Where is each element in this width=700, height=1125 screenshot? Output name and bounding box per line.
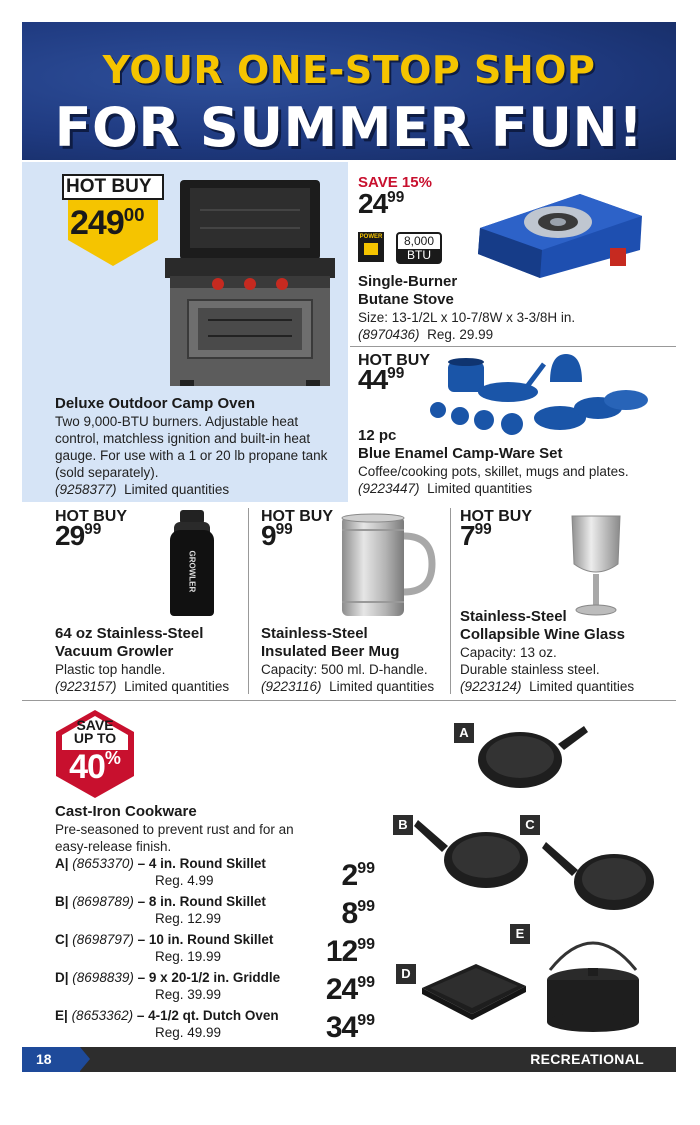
cast-iron-title: Cast-Iron Cookware	[55, 803, 197, 820]
section-title: RECREATIONAL	[530, 1051, 644, 1067]
griddle-image	[418, 960, 530, 1026]
item-sku: (8698789)	[72, 894, 134, 909]
skillet-c-image	[540, 836, 656, 914]
stove-save-label: SAVE 15%	[358, 174, 432, 191]
item-letter: D|	[55, 970, 69, 985]
divider	[350, 346, 676, 347]
stove-title-line-2: Butane Stove	[358, 291, 454, 308]
dutch-oven-image	[540, 930, 646, 1032]
label-e: E	[510, 924, 530, 944]
growler-sku-line: (9223157) Limited quantities	[55, 679, 230, 694]
mug-price: $9^{99}$	[261, 520, 293, 551]
wine-details	[460, 608, 660, 695]
item-sale-price: $24^{99}$	[325, 973, 375, 1006]
item-name: – 4 in. Round Skillet	[137, 856, 266, 871]
mug-description: Capacity: 500 ml. D-handle.	[261, 662, 428, 677]
cast-iron-item	[55, 931, 375, 969]
stove-details	[358, 273, 658, 343]
item-sku: (8653370)	[72, 856, 134, 871]
label-c: C	[520, 815, 540, 835]
butane-stove-image	[470, 188, 650, 280]
hot-buy-price-badge	[62, 174, 164, 266]
divider	[450, 508, 451, 694]
camp-oven-description: Two 9,000-BTU burners. Adjustable heat control, matchless ignition and built-in heat gauge. For use with a 1 or 20 lb propane tank (sold separately).	[55, 414, 328, 480]
camp-oven-title: Deluxe Outdoor Camp Oven	[55, 395, 256, 412]
item-sku: (8653362)	[71, 1008, 134, 1023]
divider	[22, 700, 676, 701]
wine-title-line-1: Stainless-Steel	[460, 608, 567, 625]
skillet-a-image	[476, 720, 588, 796]
growler-hot-buy-label: HOT BUY	[55, 508, 127, 525]
growler-details	[55, 625, 245, 695]
item-sku: (8698797)	[72, 932, 134, 947]
enamel-description: Coffee/cooking pots, skillet, mugs and plates.	[358, 464, 629, 479]
stove-sku-line: (8970436) Reg. 29.99	[358, 327, 494, 342]
item-letter: B|	[55, 894, 69, 909]
camp-oven-image	[160, 180, 340, 386]
wine-price: $7^{99}$	[460, 520, 492, 551]
enamel-hot-buy-label: HOT BUY	[358, 352, 430, 369]
item-reg-price: Reg. 4.99	[155, 873, 214, 888]
header-banner	[22, 22, 676, 160]
cast-iron-description: Pre-seasoned to prevent rust and for an easy-release finish.	[55, 822, 294, 854]
item-name: – 10 in. Round Skillet	[137, 932, 274, 947]
item-sale-price: $8^{99}$	[341, 897, 375, 930]
item-name: – 8 in. Round Skillet	[137, 894, 266, 909]
wine-title-line-2: Collapsible Wine Glass	[460, 626, 625, 643]
enamel-details	[358, 427, 678, 497]
label-a: A	[454, 723, 474, 743]
page-number: 18	[22, 1047, 80, 1072]
banner-line-1: YOUR ONE-STOP SHOP	[102, 48, 596, 92]
beer-mug-image	[336, 512, 436, 620]
mug-details	[261, 625, 451, 695]
camp-oven-details	[55, 395, 340, 498]
label-d: D	[396, 964, 416, 984]
growler-image	[168, 510, 216, 616]
stove-title-line-1: Single-Burner	[358, 273, 458, 290]
camp-oven-sku-line: (9258377) Limited quantities	[55, 482, 230, 497]
growler-price: $29^{99}$	[55, 520, 102, 551]
oven-price: $249^{00}$	[70, 204, 145, 243]
wine-hot-buy-label: HOT BUY	[460, 508, 532, 525]
save-up-to-text: SAVE UP TO	[73, 717, 117, 746]
skillet-b-image	[414, 812, 530, 892]
cast-iron-item	[55, 1007, 375, 1045]
cast-iron-item	[55, 855, 375, 893]
enamel-title-line-1: 12 pc	[358, 427, 397, 444]
growler-title-line-2: Vacuum Growler	[55, 643, 174, 660]
power-badge-icon: POWER	[358, 232, 384, 262]
item-sale-price: $12^{99}$	[325, 935, 375, 968]
mug-sku-line: (9223116) Limited quantities	[261, 679, 435, 694]
item-letter: E|	[55, 1008, 68, 1023]
divider	[248, 508, 249, 694]
wine-description-1: Capacity: 13 oz.	[460, 645, 557, 660]
item-reg-price: Reg. 49.99	[155, 1025, 222, 1040]
item-letter: C|	[55, 932, 69, 947]
item-reg-price: Reg. 19.99	[155, 949, 222, 964]
item-sale-price: $2^{99}$	[341, 859, 375, 892]
growler-description: Plastic top handle.	[55, 662, 166, 677]
cast-iron-details	[55, 803, 325, 855]
hot-buy-label: HOT BUY	[66, 176, 152, 197]
page-footer	[22, 1047, 676, 1072]
mug-hot-buy-label: HOT BUY	[261, 508, 333, 525]
wine-sku-line: (9223124) Limited quantities	[460, 679, 635, 694]
btu-badge: 8,000 BTU	[396, 232, 442, 264]
item-name: – 4-1/2 qt. Dutch Oven	[136, 1008, 279, 1023]
enamel-price: $44^{99}$	[358, 364, 405, 395]
enamel-title-line-2: Blue Enamel Camp-Ware Set	[358, 445, 563, 462]
growler-bottle-text: GROWLER	[187, 550, 197, 593]
wine-description-2: Durable stainless steel.	[460, 662, 600, 677]
growler-title-line-1: 64 oz Stainless-Steel	[55, 625, 204, 642]
cast-iron-item	[55, 969, 375, 1007]
save-percent: 40%	[69, 748, 121, 786]
mug-title-line-1: Stainless-Steel	[261, 625, 368, 642]
enamel-set-image	[426, 352, 652, 438]
enamel-sku-line: (9223447) Limited quantities	[358, 481, 533, 496]
item-name: – 9 x 20-1/2 in. Griddle	[137, 970, 281, 985]
item-reg-price: Reg. 39.99	[155, 987, 222, 1002]
wine-glass-image	[566, 514, 626, 618]
item-sale-price: $34^{99}$	[325, 1011, 375, 1044]
mug-title-line-2: Insulated Beer Mug	[261, 643, 400, 660]
banner-line-2: FOR SUMMER FUN!	[54, 96, 644, 159]
item-reg-price: Reg. 12.99	[155, 911, 222, 926]
stove-size: Size: 13-1/2L x 10-7/8W x 3-3/8H in.	[358, 310, 576, 325]
label-b: B	[393, 815, 413, 835]
cast-iron-item	[55, 893, 375, 931]
item-sku: (8698839)	[72, 970, 134, 985]
stove-price: $24^{99}$	[358, 188, 405, 219]
item-letter: A|	[55, 856, 69, 871]
